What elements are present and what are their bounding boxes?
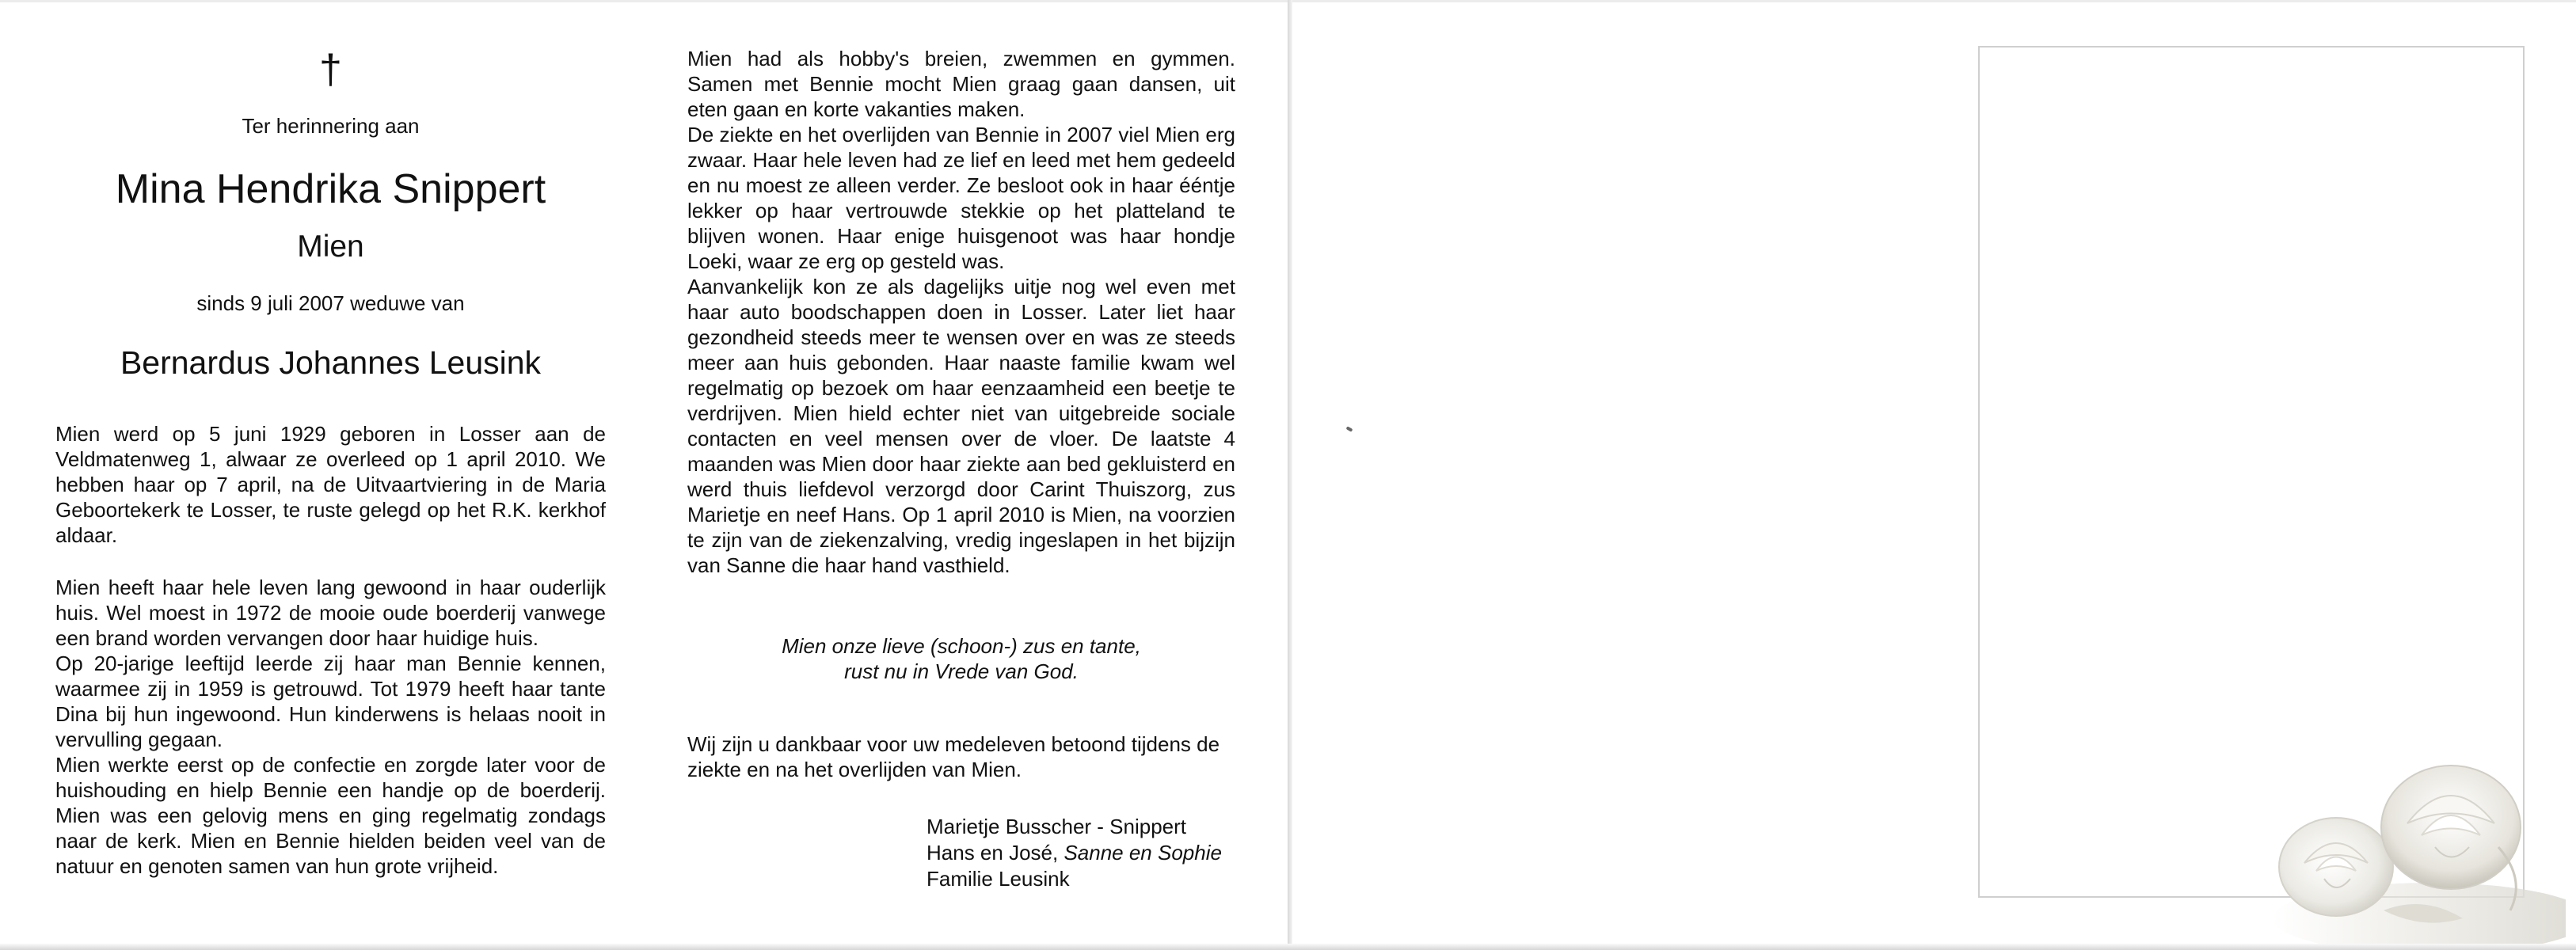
card-bottom-edge	[0, 944, 2576, 950]
intro-text: Ter herinnering aan	[242, 114, 420, 138]
thanks-text: Wij zijn u dankbaar voor uw medeleven betoond tijdens de ziekte en na het overlijden van Mien.	[687, 732, 1220, 781]
signer-line: Marietje Busscher - Snippert	[927, 815, 1187, 838]
cross-icon: †	[319, 47, 342, 93]
signer-names: Hans en José,	[927, 841, 1064, 864]
left-column	[55, 40, 606, 906]
biography-paragraph: Mien werd op 5 juni 1929 geboren in Losser aan de Veldmatenweg 1, alwaar ze overleed op 1 april 2010. We hebben haar op 7 april, na de Uitvaartviering in de Maria Geboortekerk te Losser, te ruste gelegd op het R.K. kerkhof aldaar.	[55, 422, 606, 548]
nickname: Mien	[297, 230, 364, 264]
middle-column	[687, 46, 1235, 892]
spouse-name: Bernardus Johannes Leusink	[120, 344, 542, 382]
signer-line	[927, 840, 1235, 866]
signers-block	[927, 814, 1235, 892]
signer-names-italic: Sanne en Sophie	[1064, 841, 1222, 864]
widow-since-line: sinds 9 juli 2007 weduwe van	[196, 291, 465, 316]
signer-line: Familie Leusink	[927, 867, 1070, 891]
memorial-quote: Mien onze lieve (schoon-) zus en tante, rust nu in Vrede van God.	[782, 634, 1141, 683]
page-fold	[1288, 0, 1292, 950]
biography-paragraph: Mien heeft haar hele leven lang gewoond in haar ouderlijk huis. Wel moest in 1972 de mooie oude boerderij vanwege een brand worden vervangen door haar huidige huis. Op 20-jarige leeftijd leerde zij haar man Bennie kennen, waarmee zij in 1959 is getrouwd. Tot 1979 heeft haar tante Dina bij hun ingewoond. Hun kinderwens is helaas nooit in vervulling gegaan. Mien werkte eerst op de confectie en zorgde later voor de huishouding en hielp Bennie een handje op de boerderij. Mien was een gelovig mens en ging regelmatig zondags naar de kerk. Mien en Bennie hielden beiden veel van de natuur en genoten samen van hun grote vrijheid.	[55, 576, 606, 879]
deceased-name: Mina Hendrika Snippert	[115, 166, 546, 212]
white-roses-illustration	[2249, 760, 2566, 950]
paper-speck	[1346, 426, 1353, 431]
biography-continued: Mien had als hobby's breien, zwemmen en gymmen. Samen met Bennie mocht Mien graag gaan dansen, uit eten gaan en korte vakanties maken. De ziekte en het overlijden van Bennie in 2007 viel Mien erg zwaar. Haar hele leven had ze lief en leed met hem gedeeld en nu moest ze alleen verder. Ze besloot ook in haar ééntje lekker op haar vertrouwde stekkie op het platteland te blijven wonen. Haar enige huisgenoot was haar hondje Loeki, waar ze erg op gesteld was. Aanvankelijk kon ze als dagelijks uitje nog wel even met haar auto boodschappen doen in Losser. Later liet haar gezondheid steeds meer te wensen over en was ze steeds meer aan huis gebonden. Haar naaste familie kwam wel regelmatig op bezoek om haar eenzaamheid een beetje te verdrijven. Mien hield echter niet van uitgebreide sociale contacten en veel mensen over de vloer. De laatste 4 maanden was Mien door haar ziekte aan bed gekluisterd en werd thuis liefdevol verzorgd door Carint Thuiszorg, zus Marietje en neef Hans. Op 1 april 2010 is Mien, na voorzien te zijn van de ziekenzalving, vredig ingeslapen in het bijzijn van Sanne die haar hand vasthield.	[687, 47, 1235, 577]
rose-left	[2279, 818, 2393, 916]
